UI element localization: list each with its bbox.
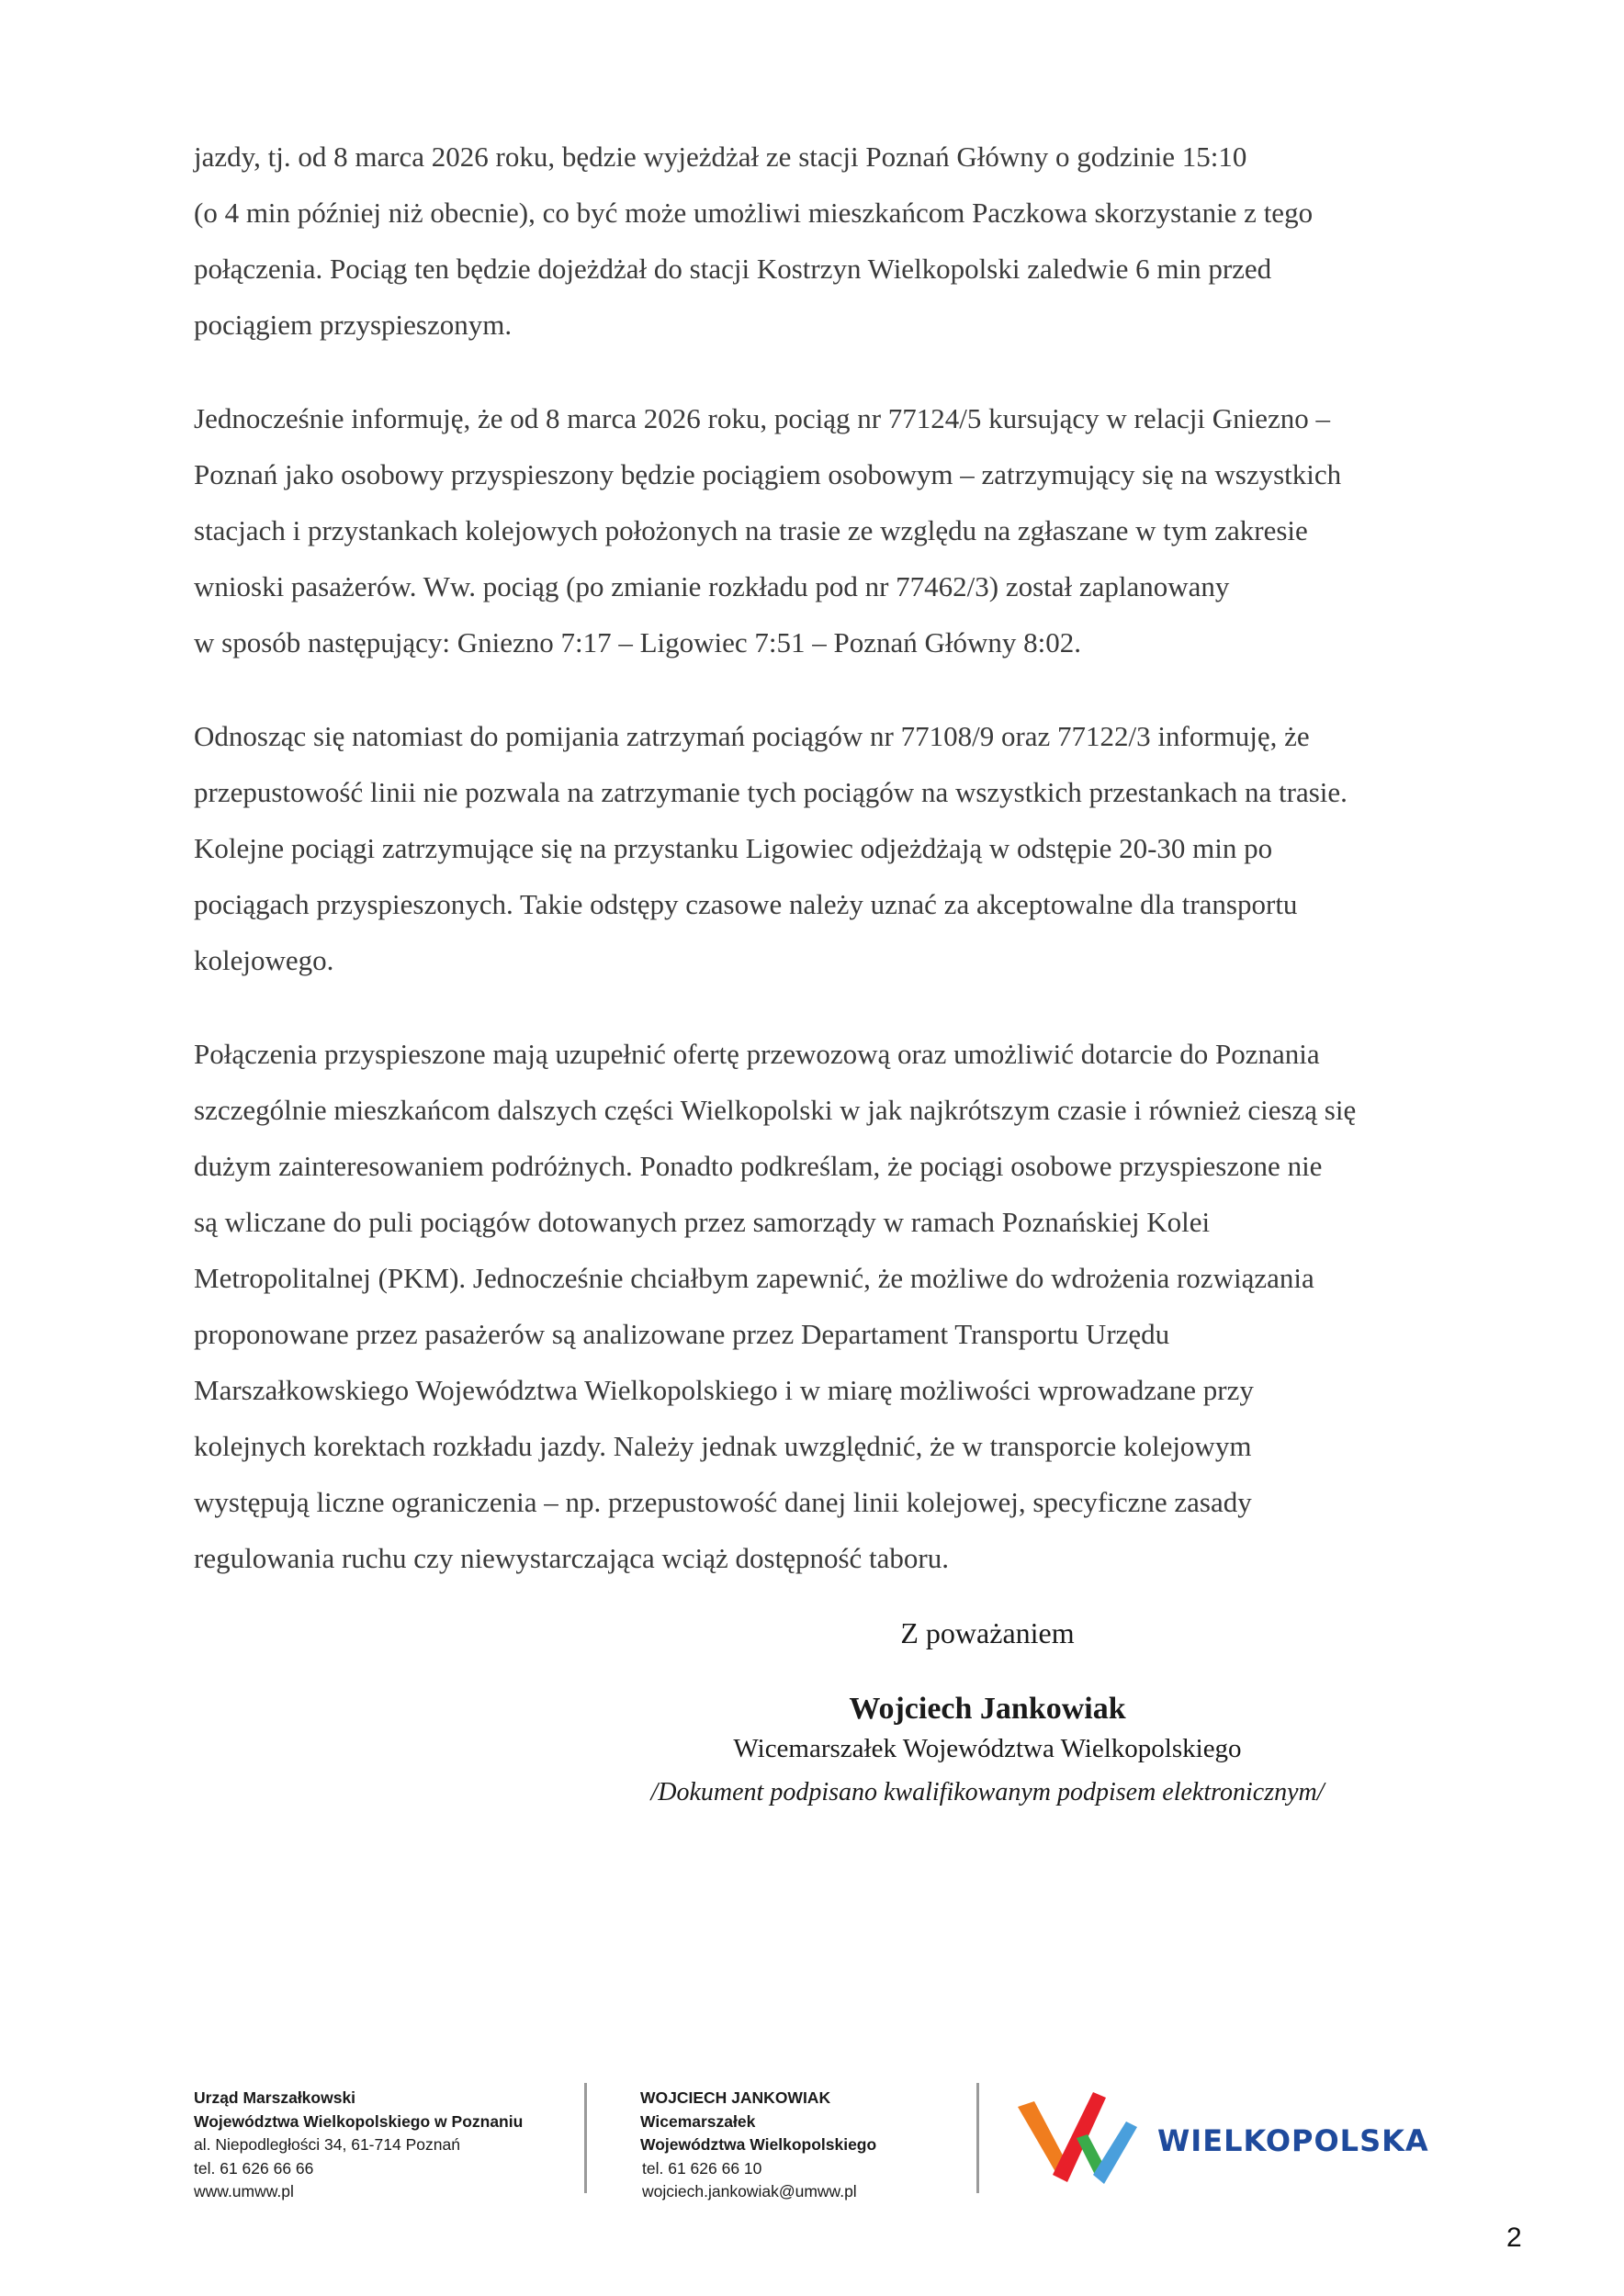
text-line: szczególnie mieszkańcom dalszych części Wielkopolski w jak najkrótszym czasie i również cieszą się — [194, 1094, 1357, 1126]
footer-divider — [976, 2083, 979, 2193]
wielkopolska-wordmark: WIELKOPOLSKA — [1157, 2123, 1429, 2158]
text-line: proponowane przez pasażerów są analizowane przez Departament Transportu Urzędu — [194, 1318, 1170, 1350]
text-line: (o 4 min później niż obecnie), co być może umożliwi mieszkańcom Paczkowa skorzystanie z tego — [194, 197, 1314, 229]
text-line: są wliczane do puli pociągów dotowanych przez samorządy w ramach Poznańskiej Kolei — [194, 1206, 1211, 1238]
text-line: Kolejne pociągi zatrzymujące się na przystanku Ligowiec odjeżdżają w odstępie 20-30 min po — [194, 832, 1273, 864]
official-phone: tel. 61 626 66 10 — [642, 2158, 762, 2178]
office-name-line-2: Województwa Wielkopolskiego w Poznaniu — [194, 2111, 524, 2131]
official-name: WOJCIECH JANKOWIAK — [640, 2088, 831, 2107]
text-line: Jednocześnie informuję, że od 8 marca 2026 roku, pociąg nr 77124/5 kursujący w relacji Gniezno – — [194, 402, 1331, 434]
text-line: Metropolitalnej (PKM). Jednocześnie chciałbym zapewnić, że możliwe do wdrożenia rozwiązania — [194, 1262, 1314, 1294]
text-line: Poznań jako osobowy przyspieszony będzie pociągiem osobowym – zatrzymujący się na wszystkich — [194, 458, 1342, 490]
text-line: Odnosząc się natomiast do pomijania zatrzymań pociągów nr 77108/9 oraz 77122/3 informuję, że — [194, 720, 1310, 752]
office-phone: tel. 61 626 66 66 — [194, 2158, 314, 2178]
text-line: dużym zainteresowaniem podróżnych. Ponadto podkreślam, że pociągi osobowe przyspieszone nie — [194, 1150, 1323, 1182]
closing-greeting: Z poważaniem — [900, 1616, 1075, 1649]
official-role-line-1: Wicemarszałek — [640, 2111, 756, 2131]
text-line: kolejnych korektach rozkładu jazdy. Należy jednak uwzględnić, że w transporcie kolejowym — [194, 1430, 1252, 1462]
text-line: pociągach przyspieszonych. Takie odstępy czasowe należy uznać za akceptowalne dla transportu — [194, 888, 1298, 920]
office-website-link[interactable]: www.umww.pl — [194, 2182, 294, 2200]
paragraph-3 — [194, 708, 1480, 988]
text-line: Marszałkowskiego Województwa Wielkopolskiego i w miarę możliwości wprowadzane przy — [194, 1374, 1254, 1406]
official-email-link[interactable]: wojciech.jankowiak@umww.pl — [642, 2182, 857, 2200]
text-line: wnioski pasażerów. Ww. pociąg (po zmianie rozkładu pod nr 77462/3) został zaplanowany — [194, 570, 1230, 602]
signatory-title: Wicemarszałek Województwa Wielkopolskiego — [733, 1734, 1242, 1763]
text-line: stacjach i przystankach kolejowych położonych na trasie ze względu na zgłaszane w tym zakresie — [194, 514, 1308, 546]
electronic-signature-note: /Dokument podpisano kwalifikowanym podpisem elektronicznym/ — [650, 1778, 1325, 1806]
official-role-line-2: Województwa Wielkopolskiego — [640, 2135, 877, 2154]
text-line: Połączenia przyspieszone mają uzupełnić ofertę przewozową oraz umożliwić dotarcie do Poznania — [194, 1038, 1320, 1070]
footer-official-info — [640, 2087, 876, 2204]
text-line: połączenia. Pociąg ten będzie dojeżdżał do stacji Kostrzyn Wielkopolski zaledwie 6 min przed — [194, 253, 1272, 285]
footer-office-info — [194, 2087, 523, 2204]
text-line: przepustowość linii nie pozwala na zatrzymanie tych pociągów na wszystkich przestankach na trasie. — [194, 776, 1348, 808]
text-line: kolejowego. — [194, 944, 334, 976]
paragraph-2 — [194, 390, 1480, 670]
office-address: al. Niepodległości 34, 61-714 Poznań — [194, 2135, 460, 2154]
text-line: jazdy, tj. od 8 marca 2026 roku, będzie wyjeżdżał ze stacji Poznań Główny o godzinie 15:10 — [194, 141, 1247, 173]
footer-divider — [584, 2083, 587, 2193]
text-line: występują liczne ograniczenia – np. przepustowość danej linii kolejowej, specyficzne zasady — [194, 1486, 1252, 1518]
text-line: w sposób następujący: Gniezno 7:17 – Ligowiec 7:51 – Poznań Główny 8:02. — [194, 626, 1082, 658]
paragraph-4 — [194, 1026, 1480, 1586]
wielkopolska-w-logo-icon — [1012, 2087, 1141, 2188]
office-name-line-1: Urząd Marszałkowski — [194, 2088, 356, 2107]
text-line: regulowania ruchu czy niewystarczająca wciąż dostępność taboru. — [194, 1542, 949, 1574]
logo-blue-stroke — [1093, 2122, 1137, 2184]
page-number: 2 — [1506, 2223, 1522, 2253]
paragraph-1 — [194, 129, 1480, 353]
text-line: pociągiem przyspieszonym. — [194, 309, 513, 341]
letter-body — [194, 129, 1480, 1624]
signatory-name: Wojciech Jankowiak — [849, 1692, 1126, 1726]
